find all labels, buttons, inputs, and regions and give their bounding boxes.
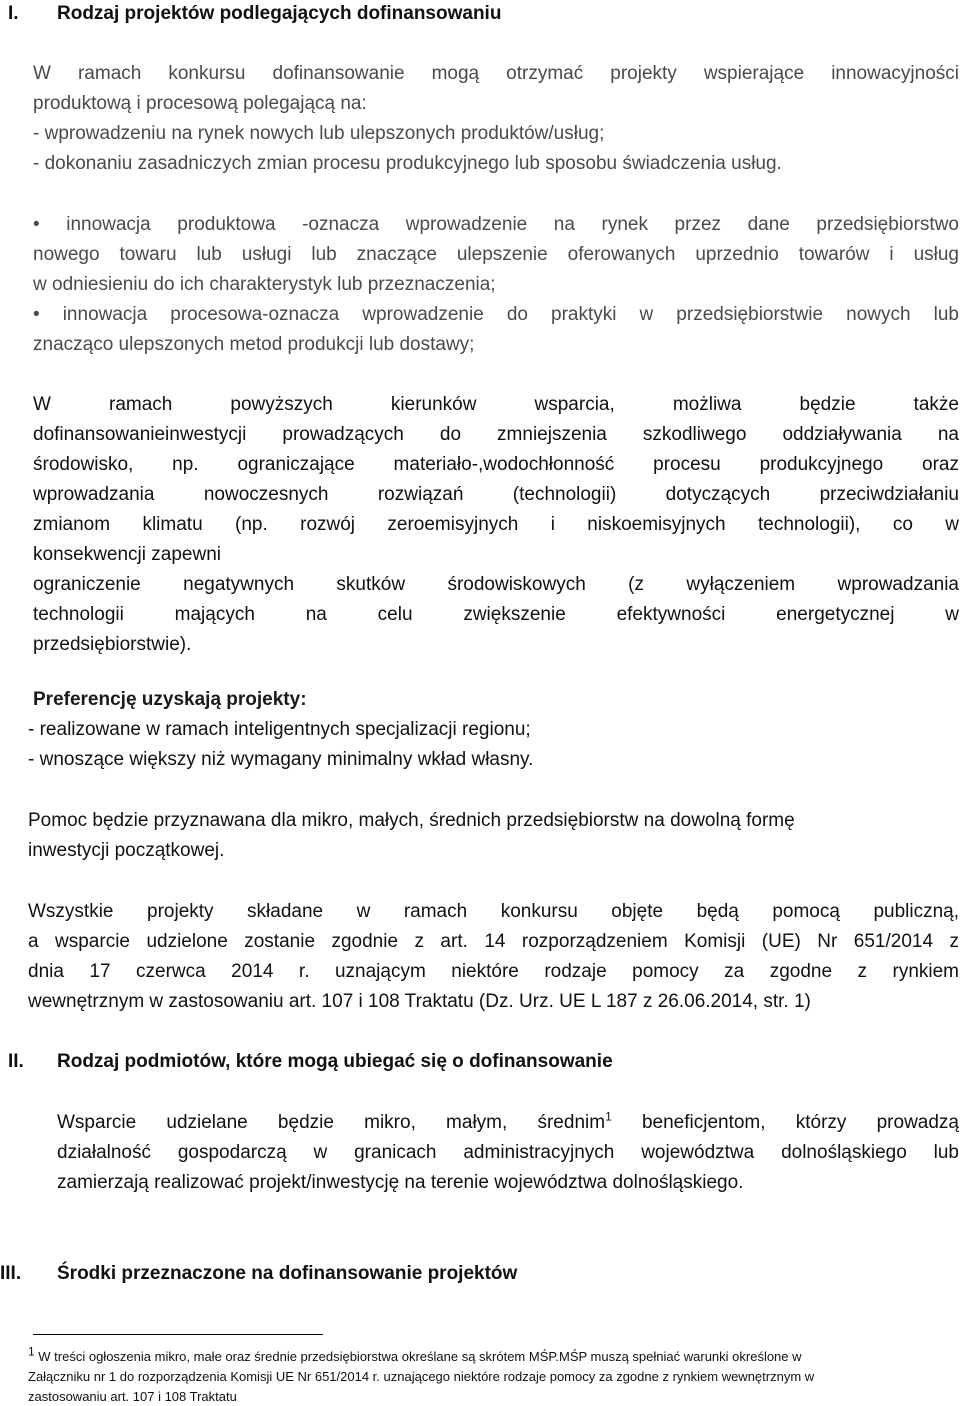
support-line: ograniczenie negatywnych skutków środowiskowych (z wyłączeniem wprowadzania: [33, 574, 959, 595]
preference-item: - wnoszące większy niż wymagany minimalny wkład własny.: [28, 749, 534, 770]
section-3-number: III.: [0, 1263, 22, 1284]
aid-line: inwestycji początkowej.: [28, 840, 225, 861]
footnote-text: W treści ogłoszenia mikro, małe oraz średnie przedsiębiorstwa określane są skrótem MŚP.MŚP muszą spełniać warunki określone w: [34, 1349, 802, 1364]
beneficiaries-line: [57, 1111, 959, 1135]
definition-line: w odniesieniu do ich charakterystyk lub przeznaczenia;: [33, 274, 496, 295]
support-line: środowisko, np. ograniczające materiało-,wodochłonność procesu produkcyjnego oraz: [33, 454, 959, 475]
aid-line: Pomoc będzie przyznawana dla mikro, małych, średnich przedsiębiorstw na dowolną formę: [28, 810, 795, 831]
preferences-heading: Preferencję uzyskają projekty:: [33, 689, 307, 710]
section-2-number: II.: [8, 1051, 24, 1072]
beneficiaries-line: zamierzają realizować projekt/inwestycję na terenie województwa dolnośląskiego.: [57, 1172, 744, 1193]
footnote-line: zastosowaniu art. 107 i 108 Traktatu: [28, 1389, 237, 1404]
support-line: W ramach powyższych kierunków wsparcia, możliwa będzie także: [33, 394, 959, 415]
preference-item: - realizowane w ramach inteligentnych specjalizacji regionu;: [28, 719, 531, 740]
intro-line: - wprowadzeniu na rynek nowych lub ulepszonych produktów/usług;: [33, 123, 605, 144]
footnote-line: [28, 1344, 802, 1366]
section-1-number: I.: [8, 3, 19, 24]
footnote-reference: 1: [605, 1109, 612, 1124]
state-aid-line: dnia 17 czerwca 2014 r. uznającym niektóre rodzaje pomocy za zgodne z rynkiem: [28, 961, 959, 982]
footnote-separator: [33, 1334, 323, 1335]
definition-line: znacząco ulepszonych metod produkcji lub dostawy;: [33, 334, 475, 355]
support-line: konsekwencji zapewni: [33, 544, 221, 565]
beneficiaries-text: beneficjentom, którzy prowadzą: [611, 1112, 959, 1133]
intro-line: W ramach konkursu dofinansowanie mogą otrzymać projekty wspierające innowacyjności: [33, 63, 959, 84]
state-aid-line: a wsparcie udzielone zostanie zgodnie z art. 14 rozporządzeniem Komisji (UE) Nr 651/2014 z: [28, 931, 959, 952]
footnote-line: Załączniku nr 1 do rozporządzenia Komisji UE Nr 651/2014 r. uznającego niektóre rodzaje pomocy za zgodne z rynkiem wewnętrznym w: [28, 1369, 815, 1384]
support-line: technologii mających na celu zwiększenie efektywności energetycznej w: [33, 604, 959, 625]
section-1-title: Rodzaj projektów podlegających dofinansowaniu: [57, 3, 502, 24]
section-2-title: Rodzaj podmiotów, które mogą ubiegać się o dofinansowanie: [57, 1051, 613, 1072]
support-line: wprowadzania nowoczesnych rozwiązań (technologii) dotyczących przeciwdziałaniu: [33, 484, 959, 505]
support-line: przedsiębiorstwie).: [33, 634, 192, 655]
support-line: zmianom klimatu (np. rozwój zeroemisyjnych i niskoemisyjnych technologii), co w: [33, 514, 959, 535]
footnote-mark: 1: [28, 1344, 35, 1359]
intro-line: - dokonaniu zasadniczych zmian procesu produkcyjnego lub sposobu świadczenia usług.: [33, 153, 782, 174]
definition-line: nowego towaru lub usługi lub znaczące ulepszenie oferowanych uprzednio towarów i usług: [33, 244, 959, 265]
definition-line: • innowacja procesowa-oznacza wprowadzenie do praktyki w przedsiębiorstwie nowych lub: [33, 304, 959, 325]
state-aid-line: wewnętrznym w zastosowaniu art. 107 i 108 Traktatu (Dz. Urz. UE L 187 z 26.06.2014, str. 1): [28, 991, 811, 1012]
state-aid-line: Wszystkie projekty składane w ramach konkursu objęte będą pomocą publiczną,: [28, 901, 959, 922]
intro-line: produktową i procesową polegającą na:: [33, 93, 367, 114]
section-3-title: Środki przeznaczone na dofinansowanie projektów: [57, 1263, 518, 1284]
support-line: dofinansowanieinwestycji prowadzących do zmniejszenia szkodliwego oddziaływania na: [33, 424, 959, 445]
beneficiaries-line: działalność gospodarczą w granicach administracyjnych województwa dolnośląskiego lub: [57, 1142, 959, 1163]
beneficiaries-text: Wsparcie udzielane będzie mikro, małym, średnim: [57, 1112, 606, 1133]
definition-line: • innowacja produktowa -oznacza wprowadzenie na rynek przez dane przedsiębiorstwo: [33, 214, 959, 235]
